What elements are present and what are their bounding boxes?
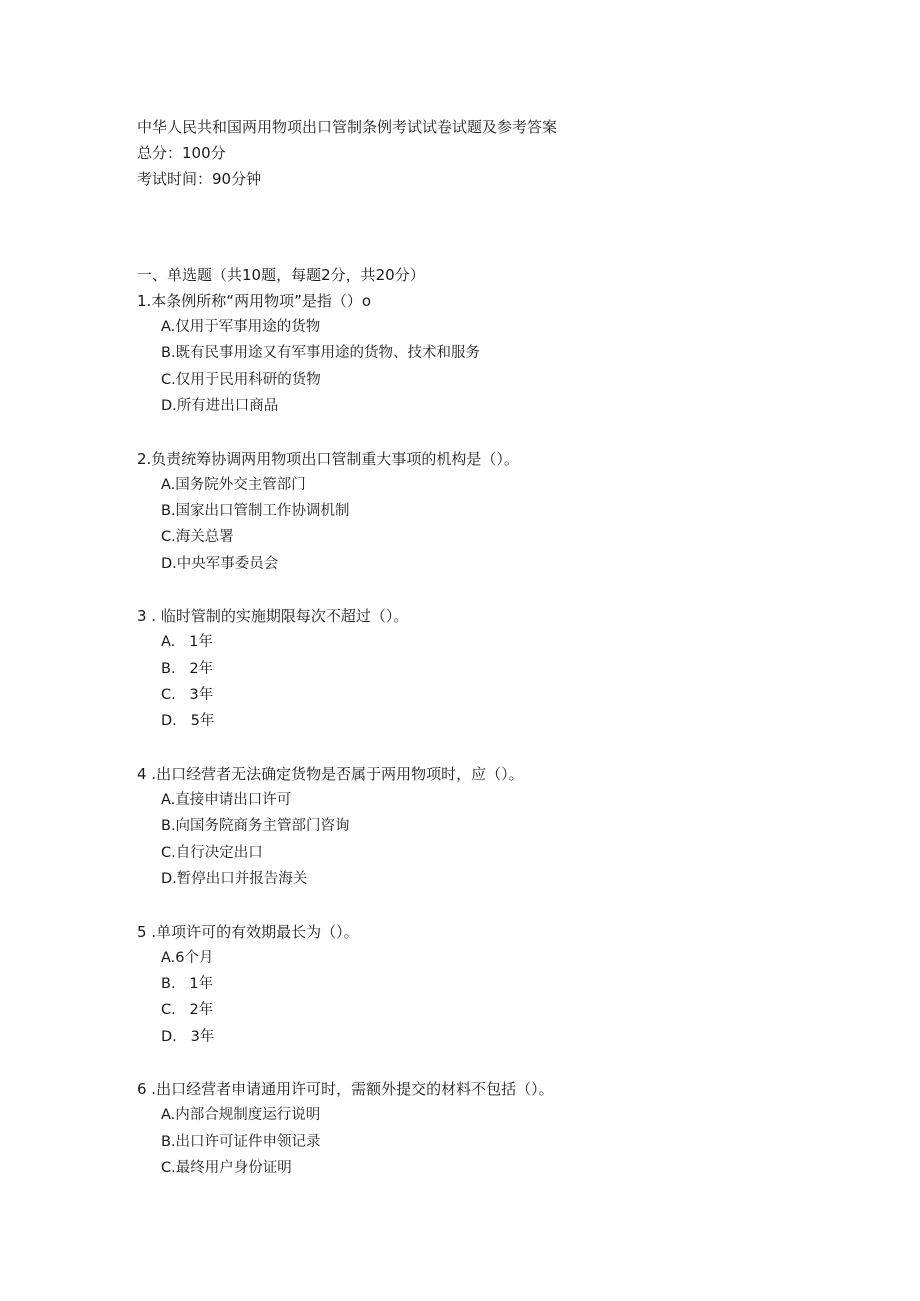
option-d: D.暂停出口并报告海关 bbox=[161, 871, 308, 888]
question-text: 2.负责统筹协调两用物项出口管制重大事项的机构是（）。 bbox=[137, 449, 519, 468]
option-a: A.仅用于军事用途的货物 bbox=[161, 319, 321, 335]
question-6 bbox=[137, 1076, 837, 1181]
option-c: C.仅用于民用科研的货物 bbox=[161, 371, 321, 388]
question-1 bbox=[137, 288, 837, 420]
question-4 bbox=[137, 761, 837, 893]
single-choice-section bbox=[137, 262, 837, 1181]
question-2 bbox=[137, 446, 837, 578]
question-3 bbox=[137, 603, 837, 735]
section-title: 一、单选题（共10题，每题2分，共20分） bbox=[137, 266, 425, 284]
question-spacer bbox=[137, 735, 837, 761]
option-c: C.自行决定出口 bbox=[161, 844, 263, 861]
option-d: D. 5年 bbox=[161, 713, 215, 730]
option-b: B. 1年 bbox=[161, 975, 214, 992]
question-5 bbox=[137, 919, 837, 1051]
question-text: 6 .出口经营者申请通用许可时，需额外提交的材料不包括（）。 bbox=[137, 1080, 554, 1099]
question-text: 4 .出口经营者无法确定货物是否属于两用物项时，应（）。 bbox=[137, 764, 524, 783]
option-b: B.出口许可证件申领记录 bbox=[161, 1133, 321, 1150]
question-spacer bbox=[137, 893, 837, 919]
option-c: C.海关总署 bbox=[161, 529, 234, 546]
option-b: B.向国务院商务主管部门咨询 bbox=[161, 818, 350, 835]
option-d: D. 3年 bbox=[161, 1028, 215, 1045]
exam-time: 考试时间：90分钟 bbox=[137, 170, 262, 188]
document-header bbox=[137, 114, 557, 192]
document-title: 中华人民共和国两用物项出口管制条例考试试卷试题及参考答案 bbox=[137, 118, 558, 136]
option-a: A.内部合规制度运行说明 bbox=[161, 1107, 321, 1124]
option-a: A.直接申请出口许可 bbox=[161, 791, 292, 808]
option-c: C. 3年 bbox=[161, 687, 214, 704]
question-text: 5 .单项许可的有效期最长为（）。 bbox=[137, 922, 359, 941]
option-a: A. 1年 bbox=[161, 634, 213, 651]
option-b: B.国家出口管制工作协调机制 bbox=[161, 503, 350, 520]
question-text: 1.本条例所称“两用物项”是指（）o bbox=[137, 292, 372, 310]
option-c: C.最终用户身份证明 bbox=[161, 1159, 292, 1176]
option-d: D.中央军事委员会 bbox=[161, 555, 279, 572]
option-a: A.6个月 bbox=[161, 949, 214, 966]
option-c: C. 2年 bbox=[161, 1002, 214, 1019]
question-spacer bbox=[137, 420, 837, 446]
option-b: B. 2年 bbox=[161, 660, 214, 677]
question-spacer bbox=[137, 1050, 837, 1076]
option-d: D.所有进出口商品 bbox=[161, 398, 279, 415]
total-score: 总分：100分 bbox=[137, 144, 226, 162]
question-spacer bbox=[137, 577, 837, 603]
option-a: A.国务院外交主管部门 bbox=[161, 476, 306, 493]
question-text: 3 . 临时管制的实施期限每次不超过（）。 bbox=[137, 607, 409, 626]
option-b: B.既有民事用途又有军事用途的货物、技术和服务 bbox=[161, 345, 481, 362]
